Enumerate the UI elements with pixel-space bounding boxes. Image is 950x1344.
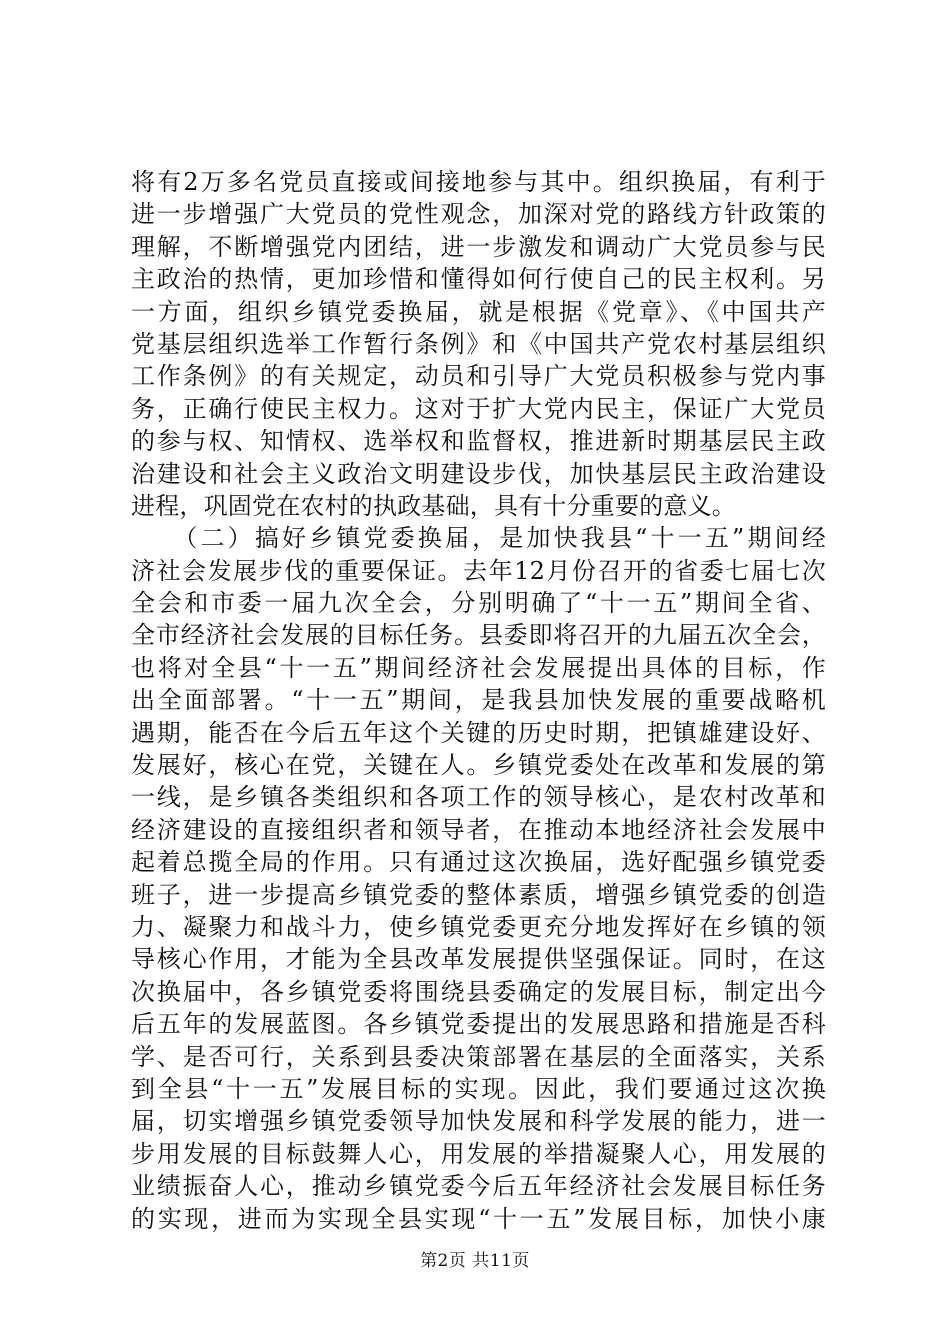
text-line-29: 到全县“十一五”发展目标的实现。因此，我们要通过这次换	[131, 1074, 826, 1103]
text-line-9: 的参与权、知情权、选举权和监督权，推进新时期基层民主政	[131, 427, 826, 456]
text-line-27: 后五年的发展蓝图。各乡镇党委提出的发展思路和措施是否科	[131, 1010, 826, 1039]
text-line-23: 班子，进一步提高乡镇党委的整体素质，增强乡镇党委的创造	[131, 880, 826, 909]
text-line-30: 届，切实增强乡镇党委领导加快发展和科学发展的能力，进一	[131, 1107, 826, 1136]
text-line-13: 济社会发展步伐的重要保证。去年12月份召开的省委七届七次	[131, 556, 826, 585]
text-line-14: 全会和市委一届九次全会，分别明确了“十一五”期间全省、	[131, 589, 826, 618]
text-line-32: 业绩振奋人心，推动乡镇党委今后五年经济社会发展目标任务	[131, 1172, 826, 1201]
text-line-4: 主政治的热情，更加珍惜和懂得如何行使自己的民主权利。另	[131, 265, 826, 294]
text-line-33: 的实现，进而为实现全县实现“十一五”发展目标，加快小康	[131, 1204, 826, 1233]
text-line-1: 将有2万多名党员直接或间接地参与其中。组织换届，有利于	[131, 168, 826, 196]
text-line-18: 遇期，能否在今后五年这个关键的历史时期，把镇雄建设好、	[131, 718, 826, 747]
text-line-15: 全市经济社会发展的目标任务。县委即将召开的九届五次全会，	[131, 621, 826, 650]
text-line-24: 力、凝聚力和战斗力，使乡镇党委更充分地发挥好在乡镇的领	[131, 912, 826, 941]
text-line-19: 发展好，核心在党，关键在人。乡镇党委处在改革和发展的第	[131, 751, 826, 780]
text-line-12: （二）搞好乡镇党委换届，是加快我县“十一五”期间经	[131, 524, 826, 553]
page-number: 第2页 共11页	[420, 1251, 530, 1271]
text-line-17: 出全面部署。“十一五”期间，是我县加快发展的重要战略机	[131, 686, 826, 715]
text-line-26: 次换届中，各乡镇党委将围绕县委确定的发展目标，制定出今	[131, 977, 826, 1006]
text-line-10: 治建设和社会主义政治文明建设步伐，加快基层民主政治建设	[131, 459, 826, 488]
text-line-28: 学、是否可行，关系到县委决策部署在基层的全面落实，关系	[131, 1042, 826, 1071]
text-line-20: 一线，是乡镇各类组织和各项工作的领导核心，是农村改革和	[131, 783, 826, 812]
text-line-2: 进一步增强广大党员的党性观念，加深对党的路线方针政策的	[131, 200, 826, 229]
text-line-5: 一方面，组织乡镇党委换届，就是根据《党章》、《中国共产	[131, 297, 826, 326]
text-line-3: 理解，不断增强党内团结，进一步激发和调动广大党员参与民	[131, 232, 826, 261]
body-text	[131, 166, 826, 1235]
text-line-8: 务，正确行使民主权力。这对于扩大党内民主，保证广大党员	[131, 394, 826, 423]
text-line-21: 经济建设的直接组织者和领导者，在推动本地经济社会发展中	[131, 815, 826, 844]
text-line-6: 党基层组织选举工作暂行条例》和《中国共产党农村基层组织	[131, 329, 826, 358]
text-line-7: 工作条例》的有关规定，动员和引导广大党员积极参与党内事	[131, 362, 826, 391]
text-line-22: 起着总揽全局的作用。只有通过这次换届，选好配强乡镇党委	[131, 848, 826, 877]
text-line-16: 也将对全县“十一五”期间经济社会发展提出具体的目标，作	[131, 653, 826, 682]
text-line-11: 进程，巩固党在农村的执政基础，具有十分重要的意义。	[131, 491, 736, 520]
text-line-31: 步用发展的目标鼓舞人心，用发展的举措凝聚人心，用发展的	[131, 1139, 826, 1168]
text-line-25: 导核心作用，才能为全县改革发展提供坚强保证。同时，在这	[131, 945, 826, 974]
